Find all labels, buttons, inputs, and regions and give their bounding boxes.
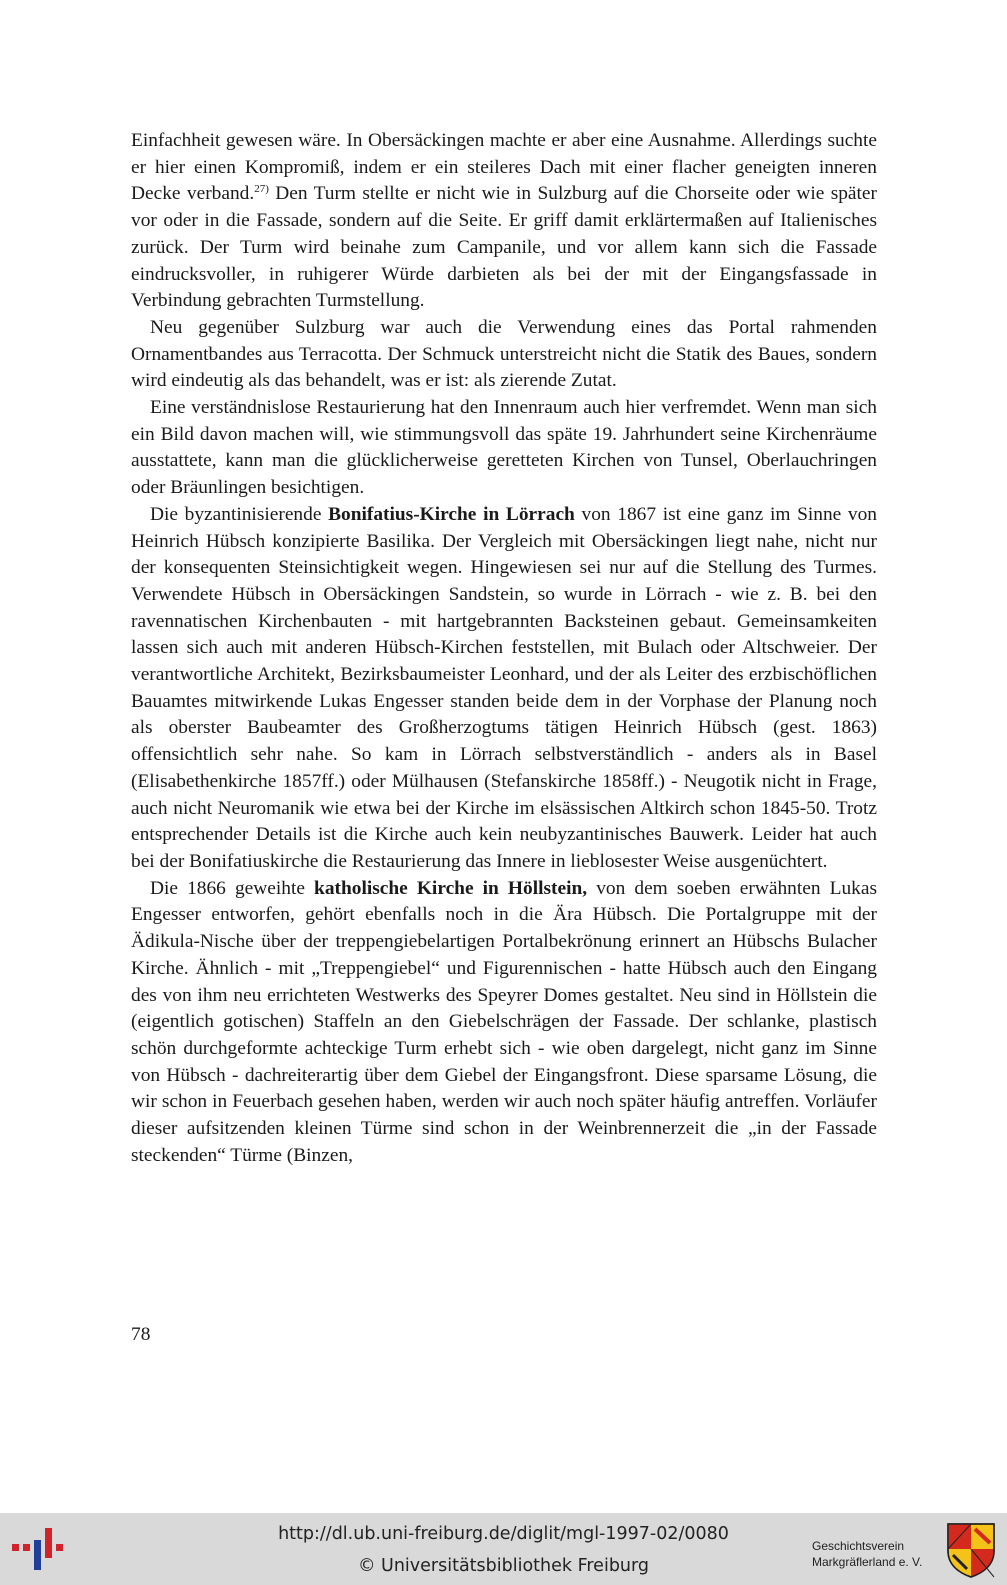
society-line-1: Geschichtsverein — [812, 1539, 905, 1553]
footer-bar — [0, 1513, 1007, 1585]
paragraph — [131, 502, 877, 876]
coat-of-arms-icon — [945, 1521, 997, 1579]
paragraph — [131, 128, 877, 315]
text-run: Den Turm stellte er nicht wie in Sulzburg auf die Chorseite oder wie später vor oder in die Fassade, sondern auf die Seite. Er griff damit erklärtermaßen auf Italienisches zurück. Der Turm wird beinahe zum Campanile, und vor allem kann sich die Fassade eindrucksvoller, in ruhigerer Würde darbieten als bei der mit der Eingangsfassade in Verbindung gebrachten Turmstellung. — [131, 183, 877, 312]
paragraph — [131, 315, 877, 395]
footer-copyright: © Universitätsbibliothek Freiburg — [357, 1556, 650, 1576]
text-run: Die 1866 geweihte — [150, 877, 315, 899]
text-run: von 1867 ist eine ganz im Sinne von Heinrich Hübsch konzipierte Basilika. Der Vergleich mit Obersäckingen liegt nahe, nicht nur der konsequenten Steinsichtigkeit wegen. Hingewiesen sei nur auf die Stellung des Turmes. Verwendete Hübsch in Obersäckingen Sandstein, so wurde in Lörrach - wie z. B. bei den ravennatischen Kirchenbauten - mit hartgebrannten Backsteinen gebaut. Gemeinsamkeiten lassen sich auch mit anderen Hübsch-Kirchen feststellen, mit Bulach oder Altschweier. Der verantwortliche Architekt, Bezirksbaumeister Leonhard, und der als Leiter des erzbischöflichen Bauamtes mitwirkende Lukas Engesser standen beide dem in der Vorphase der Planung noch als oberster Baubeamter des Großherzogtums tätigen Heinrich Hübsch (gest. 1863) offensichtlich sehr nahe. So kam in Lörrach selbstverständlich - anders als in Basel (Elisabethenkirche 1857ff.) oder Mülhausen (Stefanskirche 1858ff.) - Neugotik nicht in Frage, auch nicht Neuromanik wie etwa bei der Kirche im elsässischen Altkirch schon 1845-50. Trotz entsprechender Details ist die Kirche auch kein neubyzantinisches Bauwerk. Leider hat auch bei der Bonifatiuskirche die Restaurierung das Innere in lieblosester Weise ausgenüchtert. — [131, 503, 877, 872]
paragraph — [131, 876, 877, 1170]
paragraph — [131, 395, 877, 502]
page-number: 78 — [131, 1324, 151, 1345]
text-run: von dem soeben erwähnten Lukas Engesser entworfen, gehört ebenfalls noch in die Ära Hübsch. Die Portalgruppe mit der Ädikula-Nische über der treppengiebelartigen Portalbekrönung erinnert an Hübschs Bulacher Kirche. Ähnlich - mit „Treppengiebel“ und Figurennischen - hatte Hübsch auch den Eingang des von ihm neu errichteten Westwerks des Speyrer Domes gestaltet. Neu sind in Höllstein die (eigentlich gotischen) Staffeln an den Giebelschrägen der Fassade. Der schlanke, plastisch schön durchgeformte achteckige Turm erhebt sich - wie oben dargelegt, nicht ganz im Sinne von Hübsch - dachreiterartig über dem Giebel der Eingangsfront. Diese sparsame Lösung, die wir schon in Feuerbach gesehen haben, werden wir auch noch später häufig antreffen. Vorläufer dieser aufsitzenden kleinen Türme sind schon in der Weinbrennerzeit die „in der Fassade steckenden“ Türme (Binzen, — [131, 877, 877, 1166]
bold-term: katholische Kirche in Höllstein, — [314, 877, 588, 899]
text-run: Die byzantinisierende — [150, 503, 329, 525]
text-run: Neu gegenüber Sulzburg war auch die Verwendung eines das Portal rahmenden Ornamentbandes aus Terracotta. Der Schmuck unterstreicht nicht die Statik des Baues, sondern wird eindeutig als das behandelt, was er ist: als zierende Zutat. — [131, 316, 877, 392]
page-body-text — [131, 128, 877, 1169]
footer-url-link[interactable]: http://dl.ub.uni-freiburg.de/diglit/mgl-1997-02/0080 — [278, 1524, 729, 1544]
text-run: Einfachheit gewesen wäre. In Obersäckingen machte er aber eine Ausnahme. Allerdings suchte er hier einen Kompromiß, indem er ein steileres Dach mit einer flacher geneigten inneren Decke verband. — [131, 130, 877, 205]
society-line-2: Markgräflerland e. V. — [812, 1555, 923, 1569]
society-name — [812, 1538, 942, 1570]
footnote-ref: 27) — [254, 183, 269, 196]
bold-term: Bonifatius-Kirche in Lörrach — [328, 503, 575, 525]
text-run: Eine verständnislose Restaurierung hat den Innenraum auch hier verfremdet. Wenn man sich ein Bild davon machen will, wie stimmungsvoll das späte 19. Jahrhundert seine Kirchenräume ausstattete, kann man die glücklicherweise geretteten Kirchen von Tunsel, Oberlauchringen oder Bräunlingen besichtigen. — [131, 397, 877, 499]
